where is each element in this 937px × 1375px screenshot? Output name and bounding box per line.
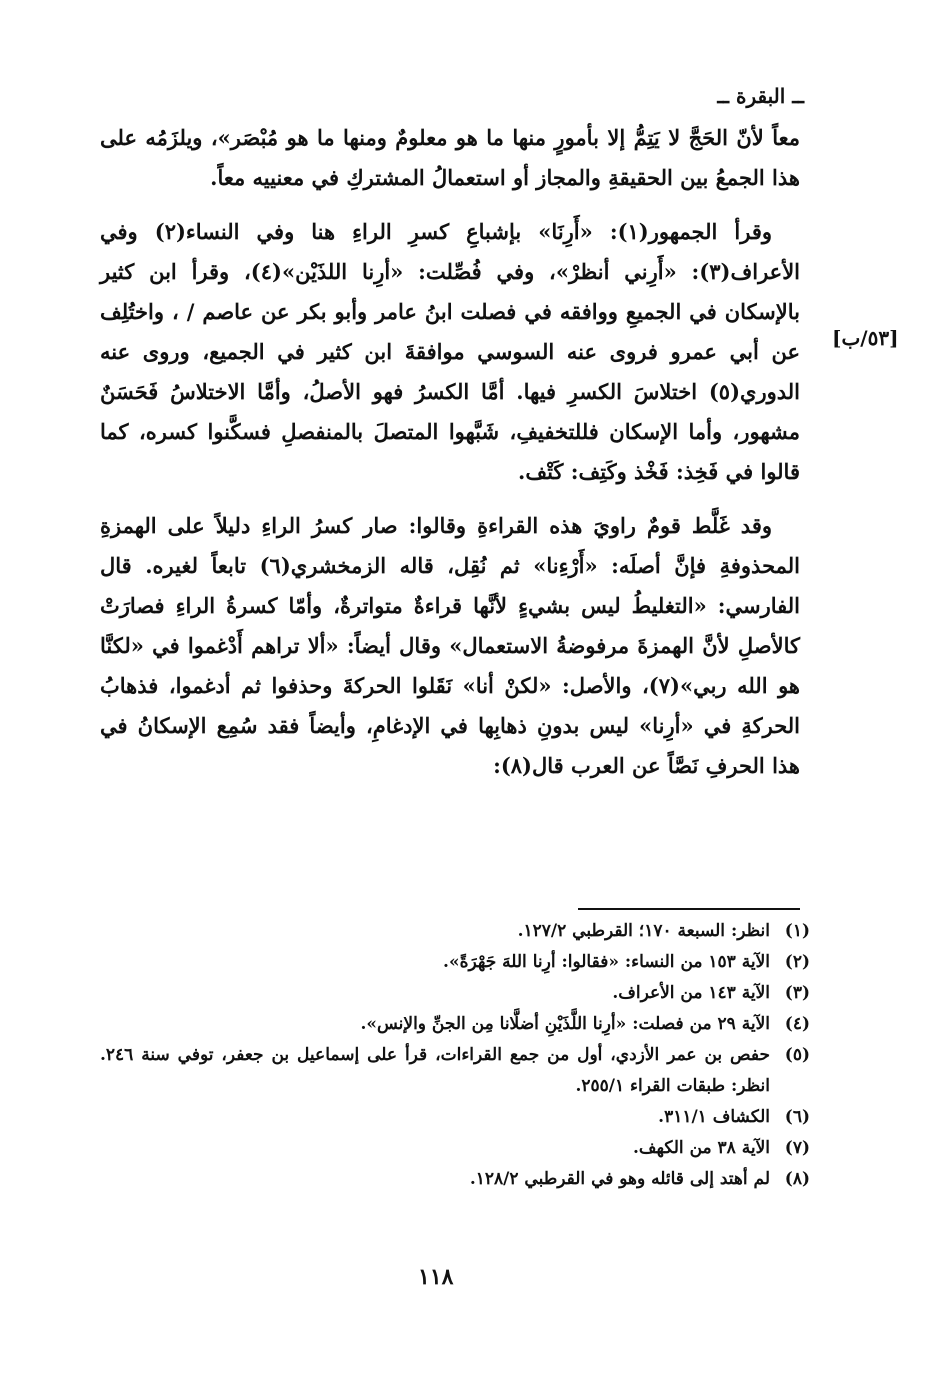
paragraph-3: وقد غَلَّط قومٌ راويَ هذه القراءةِ وقالوا: صار كسرُ الراءِ دليلاً على الهمزةِ المحذوفةِ فإنَّ أصلَه: «أَرْءِنا» ثم نُقِل، قاله الزمخشري(٦) تابعاً لغيره. قال الفارسي: «التغليطُ ليس بشيءٍ لأنَّها قراءةٌ متواترةٌ، وأمّا كسرةُ الراءِ فصارَتْ كالأصلِ لأنَّ الهمزةَ مرفوضةُ الاستعمال» وقال أيضاً: «ألا تراهم أَدْغموا في «لكنَّا هو الله ربي»(٧)، والأصل: «لكنْ أنا» نَقَلوا الحركةَ وحذفوا ثم أدغموا، فذهابُ الحركةِ في «أرِنا» ليس بدونِ ذهابِها في الإدغامِ، وأيضاً فقد سُمِع الإسكانُ في هذا الحرفِ نَصَّاً عن العرب قال(٨):: [100, 513, 800, 778]
page-number: ١١٨: [418, 1264, 454, 1290]
footnote-4: [100, 1009, 810, 1040]
footnote-5: [100, 1040, 810, 1102]
running-header: ــ البقرة ــ: [717, 84, 804, 108]
footnote-6: [100, 1102, 810, 1133]
footnote-3: [100, 978, 810, 1009]
footnote-2: [100, 947, 810, 978]
footnote-text: الآية ٢٩ من فصلت: «أرِنا اللَّذَيْنِ أضلَّانا مِن الجنِّ والإنس».: [360, 1014, 770, 1034]
footnote-number: (٥): [784, 1045, 810, 1065]
footnote-text: الآية ١٤٣ من الأعراف.: [612, 983, 770, 1003]
paragraph-2: وقرأ الجمهور(١): «أَرِنَا» بإشباعِ كسرِ الراءِ هنا وفي النساء(٢) وفي الأعراف(٣): «أَرِني أنظرْ»، وفي فُصِّلت: «أرِنا اللذَيْن»(٤)، وقرأ ابن كثير بالإسكان في الجميعِ ووافقه في فصلت ابنُ عامر وأبو بكر عن عاصم / ، واختُلِف عن أبي عمرو فروى عنه السوسي موافقةَ ابن كثير في الجميع، وروى عنه الدوري(٥) اختلاسَ الكسرِ فيها. أمَّا الكسرُ فهو الأصلُ، وأمَّا الاختلاسُ فَحَسَنٌ مشهور، وأما الإسكان فللتخفيفِ، شَبَّهوا المتصلَ بالمنفصلِ فسكَّنوا كسره، كما قالوا في فَخِذ: فَخْذ وكَتِف: كَتْف.: [100, 219, 800, 484]
footnote-number: (٢): [784, 952, 810, 972]
paragraph-1: معاً لأنّ الحَجَّ لا يَتِمُّ إلا بأمورٍ منها ما هو معلومٌ ومنها ما هو مُبْصَر»، ويلزَمُه على هذا الجمعُ بين الحقيقةِ والمجاز أو استعمالُ المشتركِ في معنييه معاً.: [100, 125, 800, 190]
footnote-number: (١): [784, 921, 810, 941]
footnote-number: (٧): [784, 1138, 810, 1158]
footnote-text: لم أهتد إلى قائله وهو في القرطبي ١٢٨/٢.: [469, 1169, 770, 1189]
footnote-number: (٣): [784, 983, 810, 1003]
folio-margin-note: [٥٣/ب]: [832, 326, 899, 350]
footnote-divider: [578, 908, 800, 910]
footnote-text: انظر: السبعة ١٧٠؛ القرطبي ١٢٧/٢.: [517, 921, 770, 941]
footnote-text: الكشاف ٣١١/١.: [658, 1107, 770, 1127]
footnotes: [100, 916, 810, 1195]
footnote-7: [100, 1133, 810, 1164]
footnote-text: حفص بن عمر الأزدي، أول من جمع القراءات، قرأ على إسماعيل بن جعفر، توفي سنة ٢٤٦. انظر: طبقات القراء ٢٥٥/١.: [100, 1045, 770, 1096]
footnote-8: [100, 1164, 810, 1195]
footnote-1: [100, 916, 810, 947]
footnote-text: الآية ١٥٣ من النساء: «فقالوا: أرِنا اللهَ جَهْرَةً».: [443, 952, 770, 972]
footnote-number: (٦): [784, 1107, 810, 1127]
footnote-text: الآية ٣٨ من الكهف.: [633, 1138, 770, 1158]
main-text: [100, 118, 800, 786]
footnote-number: (٤): [784, 1014, 810, 1034]
footnote-number: (٨): [784, 1169, 810, 1189]
